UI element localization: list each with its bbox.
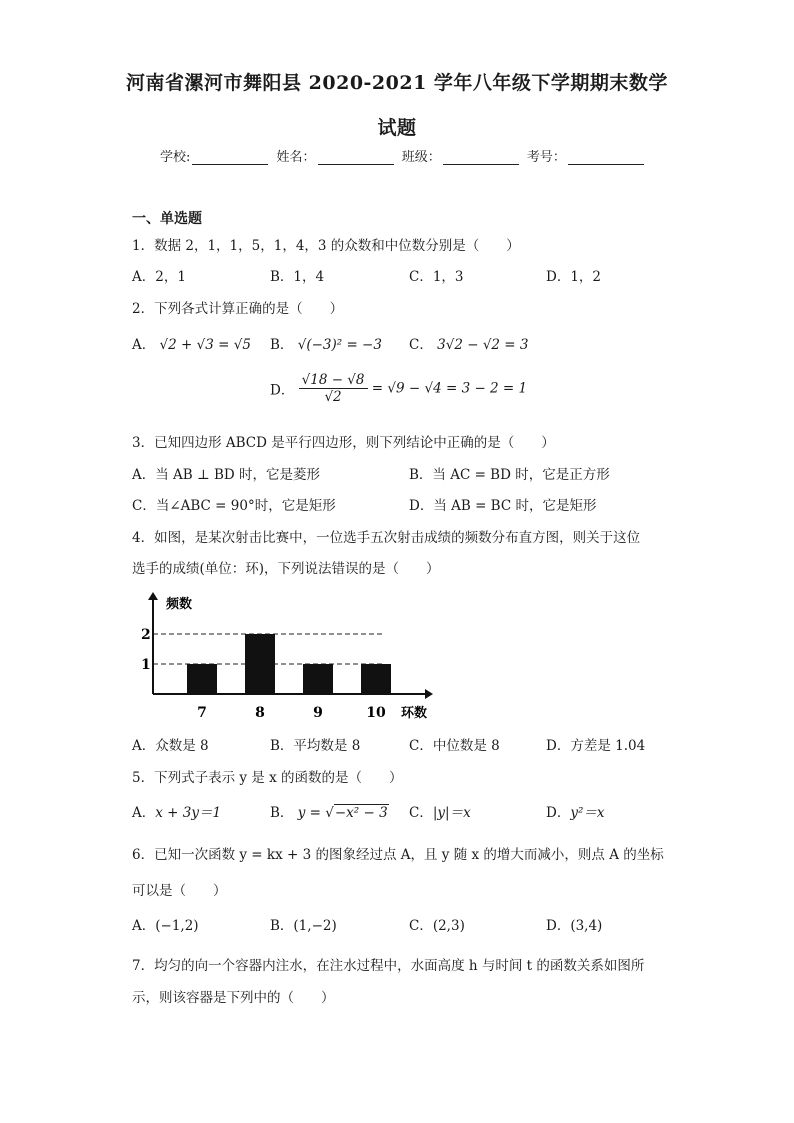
q6-option-c: C．(2,3) — [409, 918, 465, 934]
school-label: 学校: — [160, 150, 191, 165]
bar-9 — [303, 664, 333, 694]
q3-option-d: D．当 AB = BC 时，它是矩形 — [409, 498, 597, 514]
q6-option-d: D．(3,4) — [546, 918, 603, 934]
q2-option-a — [132, 333, 251, 353]
q5-option-c — [409, 801, 471, 821]
q1-option-c: C．1，3 — [409, 269, 464, 285]
q2-option-c — [409, 333, 529, 353]
class-blank — [443, 150, 519, 165]
q5-c-expr: |y|＝x — [432, 805, 471, 821]
q5-b-lhs: y = — [297, 805, 326, 821]
q6-stem-line1: 6．已知一次函数 y = kx + 3 的图象经过点 A，且 y 随 x 的增大而减小，则点 A 的坐标 — [132, 847, 664, 863]
q5-option-d — [546, 801, 604, 821]
x-tick-7: 7 — [197, 705, 207, 721]
y-axis-label: 频数 — [166, 597, 193, 612]
bar-7 — [187, 664, 217, 694]
q2-d-fraction — [299, 372, 368, 405]
q1-stem: 1．数据 2，1，1，5，1，4，3 的众数和中位数分别是（ ） — [132, 238, 520, 254]
q2-stem: 2．下列各式计算正确的是（ ） — [132, 301, 344, 317]
q7-stem-line2: 示，则该容器是下列中的（ ） — [132, 990, 335, 1006]
q5-b-label: B． — [270, 805, 294, 821]
q3-option-b: B．当 AC = BD 时，它是正方形 — [409, 467, 610, 483]
x-tick-labels — [197, 705, 386, 721]
exam-no-label: 考号： — [526, 150, 566, 165]
q4-option-c: C．中位数是 8 — [409, 738, 500, 754]
y-axis-arrow — [148, 592, 158, 600]
q5-b-radicand: −x² − 3 — [334, 805, 388, 821]
q1-option-a: A．2，1 — [132, 269, 186, 285]
q4-option-b: B．平均数是 8 — [270, 738, 361, 754]
q2-c-label: C． — [409, 337, 433, 353]
q2-d-numerator: √18 − √8 — [299, 372, 368, 389]
q2-c-expr: 3√2 − √2 = 3 — [437, 337, 529, 353]
q5-a-expr: x + 3y＝1 — [155, 805, 222, 821]
name-label: 姓名： — [276, 150, 316, 165]
x-axis-label: 环数 — [401, 706, 428, 721]
class-label: 班级： — [401, 150, 441, 165]
x-tick-10: 10 — [366, 705, 386, 721]
q3-option-a: A．当 AB ⊥ BD 时，它是菱形 — [132, 467, 321, 483]
q2-option-b — [270, 333, 382, 353]
q1-option-b: B．1，4 — [270, 269, 325, 285]
q6-option-b: B．(1,−2) — [270, 918, 337, 934]
y-tick-1: 1 — [141, 657, 151, 673]
page-title-line1: 河南省漯河市舞阳县 2020-2021 学年八年级下学期期末数学 — [126, 72, 668, 94]
exam-no-blank — [568, 150, 644, 165]
q5-d-label: D． — [546, 805, 571, 821]
q4-option-d: D．方差是 1.04 — [546, 738, 646, 754]
name-blank — [318, 150, 394, 165]
x-tick-9: 9 — [313, 705, 323, 721]
q5-option-a — [132, 801, 221, 821]
q4-stem-line2: 选手的成绩(单位：环)，下列说法错误的是（ ） — [132, 561, 440, 577]
q2-d-rest: = √9 − √4 = 3 − 2 = 1 — [371, 380, 528, 397]
q4-stem-line1: 4．如图，是某次射击比赛中，一位选手五次射击成绩的频数分布直方图，则关于这位 — [132, 530, 641, 546]
q1-option-d: D．1，2 — [546, 269, 602, 285]
q5-a-label: A． — [132, 805, 156, 821]
q7-stem-line1: 7．均匀的向一个容器内注水，在注水过程中，水面高度 h 与时间 t 的函数关系如图所 — [132, 958, 645, 974]
q2-d-denominator: √2 — [324, 389, 342, 405]
x-axis-arrow — [425, 689, 433, 699]
q3-option-c: C．当∠ABC = 90°时，它是矩形 — [132, 498, 336, 514]
q2-b-label: B． — [270, 337, 294, 353]
student-info-row — [160, 146, 648, 165]
q2-b-expr: √(−3)² = −3 — [297, 337, 382, 353]
q5-d-expr: y²＝x — [570, 805, 605, 821]
page-title-line2: 试题 — [377, 117, 417, 139]
frequency-histogram — [135, 590, 435, 725]
y-tick-2: 2 — [141, 627, 151, 643]
bar-10 — [361, 664, 391, 694]
q5-stem: 5．下列式子表示 y 是 x 的函数的是（ ） — [132, 770, 403, 786]
q3-stem: 3．已知四边形 ABCD 是平行四边形，则下列结论中正确的是（ ） — [132, 435, 555, 451]
q6-option-a: A．(−1,2) — [132, 918, 199, 934]
q2-option-d — [270, 372, 527, 405]
q2-d-label: D． — [270, 382, 295, 399]
school-blank — [192, 150, 268, 165]
q2-a-label: A． — [132, 337, 156, 353]
q4-option-a: A．众数是 8 — [132, 738, 209, 754]
q2-a-expr: √2 + √3 = √5 — [159, 337, 251, 353]
section-heading: 一、单选题 — [132, 211, 202, 227]
q5-c-label: C． — [409, 805, 433, 821]
x-tick-8: 8 — [255, 705, 265, 721]
q6-stem-line2: 可以是（ ） — [132, 883, 227, 899]
bar-8 — [245, 634, 275, 694]
q5-option-b: B． y = √−x² − 3 — [270, 805, 388, 821]
